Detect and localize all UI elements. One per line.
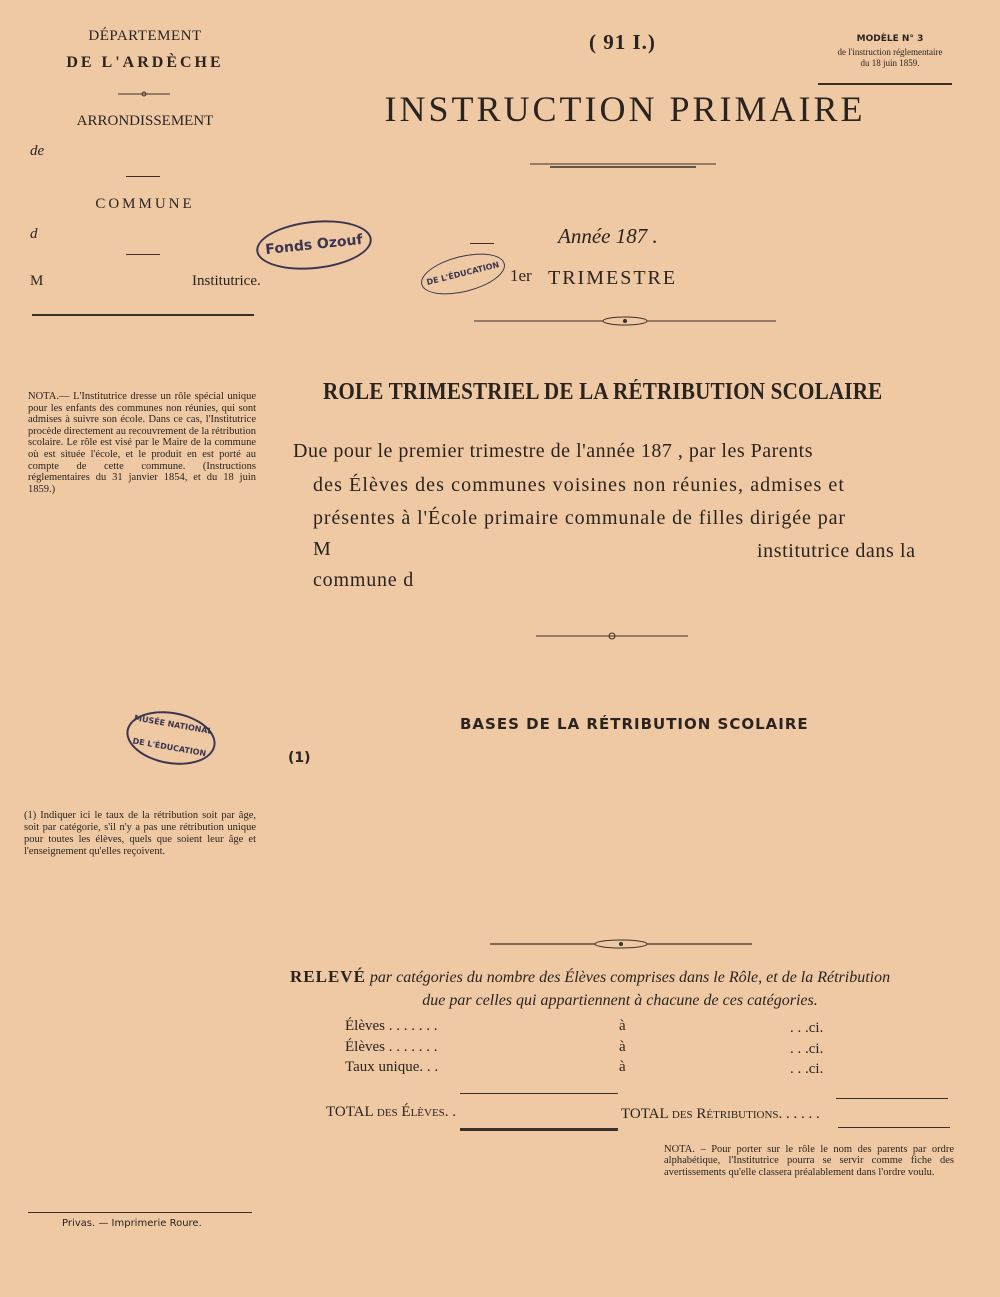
teacher-m: M: [30, 273, 44, 289]
role-title: ROLE TRIMESTRIEL DE LA RÉTRIBUTION SCOLAIRE: [323, 379, 883, 405]
total-retributions: TOTAL des Rétributions. . . . . .: [621, 1106, 820, 1122]
releve-row-a: à: [619, 1018, 626, 1034]
divider: [126, 254, 160, 255]
ornament-rule-icon: [530, 158, 716, 176]
trimester-label: TRIMESTRE: [548, 267, 678, 289]
divider: [460, 1128, 618, 1131]
musee-national-stamp: [122, 705, 220, 772]
musee-small-stamp: [417, 246, 509, 302]
trimester-number: 1er: [510, 266, 532, 285]
bases-title: BASES DE LA RÉTRIBUTION SCOLAIRE: [460, 715, 809, 733]
divider: [28, 1212, 252, 1213]
releve-text1: par catégories du nombre des Élèves comprises dans le Rôle, et de la Rétribution: [369, 969, 891, 986]
department-name: DE L'ARDÈCHE: [66, 54, 224, 71]
ornament-small-rule-icon: [536, 628, 688, 646]
arrondissement-de: de: [30, 143, 45, 159]
musee-bottom-text: DE L'ÉDUCATION: [131, 736, 207, 759]
role-line4-m: M: [313, 538, 331, 560]
main-title: INSTRUCTION PRIMAIRE: [384, 89, 866, 129]
releve-row-a: à: [619, 1059, 626, 1075]
model-line3: du 18 juin 1859.: [860, 58, 920, 68]
year-line: Année 187 .: [558, 224, 658, 248]
imprint: Privas. — Imprimerie Roure.: [62, 1218, 202, 1229]
releve-row-ci: . . .ci.: [790, 1041, 824, 1057]
releve-lead: RELEVÉ: [290, 967, 366, 986]
releve-row-ci: . . .ci.: [790, 1020, 824, 1036]
fonds-ozouf-stamp: [254, 215, 374, 275]
releve-row-label: Élèves . . . . . . .: [345, 1018, 438, 1034]
releve-line1: [290, 967, 970, 987]
commune-d: d: [30, 226, 38, 242]
releve-line2: due par celles qui appartiennent à chacune de ces catégories.: [422, 992, 818, 1009]
total-eleves: TOTAL des Élèves. .: [326, 1104, 457, 1120]
releve-row-label: Taux unique. . .: [345, 1059, 439, 1075]
arrondissement-label: ARRONDISSEMENT: [76, 113, 214, 129]
releve-row-ci: . . .ci.: [790, 1061, 824, 1077]
form-number: ( 91 I.): [589, 30, 656, 54]
model-label: MODÈLE N° 3: [856, 34, 924, 44]
role-line5: commune d: [313, 569, 415, 591]
commune-label: COMMUNE: [95, 196, 195, 212]
divider: [836, 1098, 948, 1099]
divider: [32, 314, 254, 316]
role-line3: présentes à l'École primaire communale de filles dirigée par: [313, 507, 846, 529]
bases-marker: (1): [288, 750, 311, 766]
model-line2: de l'instruction réglementaire: [837, 47, 943, 57]
divider: [460, 1093, 618, 1094]
divider: [838, 1127, 950, 1128]
footnote: (1) Indiquer ici le taux de la rétribution soit par âge, soit par catégorie, s'il n'y a pas une rétribution unique pour toutes les élèves, quels que soient leur âge et l'enseignement qu'elles reçoivent.: [24, 810, 256, 857]
divider: [470, 243, 494, 244]
musee-top-text: MUSÉE NATIONAL: [133, 713, 214, 737]
divider: [818, 83, 952, 85]
releve-row-label: Élèves . . . . . . .: [345, 1039, 438, 1055]
teacher-role: Institutrice.: [192, 273, 261, 289]
releve-row-a: à: [619, 1039, 626, 1055]
ornament-scroll2-icon: [490, 937, 752, 956]
department-label: DÉPARTEMENT: [88, 28, 202, 44]
ornament-small-icon: [118, 85, 170, 103]
role-line4-rest: institutrice dans la: [757, 540, 916, 562]
divider: [126, 176, 160, 177]
fonds-ozouf-text: Fonds Ozouf: [264, 231, 364, 259]
ornament-scroll-icon: [474, 314, 776, 333]
nota-left: NOTA.— L'Institutrice dresse un rôle spécial unique pour les enfants des communes non réunies, qui sont admises à suivre son école. Dans ce cas, l'Institutrice procède directement au recouvrement de la rétribution scolaire. Le rôle est visé par le Maire de la commune où est située l'école, et le produit en est porté au compte de cette commune. (Instructions réglementaires du 31 janvier 1854, et du 18 juin 1859.): [28, 391, 256, 495]
role-line1: Due pour le premier trimestre de l'année 187 , par les Parents: [293, 440, 813, 462]
nota-right: NOTA. – Pour porter sur le rôle le nom des parents par ordre alphabétique, l'Institutrice pourra se servir comme fiche des avertissements qu'elle classera préalablement dans l'ordre voulu.: [664, 1144, 954, 1178]
musee-small-text: DE L'ÉDUCATION: [425, 260, 501, 287]
role-line2: des Élèves des communes voisines non réunies, admises et: [313, 474, 846, 496]
